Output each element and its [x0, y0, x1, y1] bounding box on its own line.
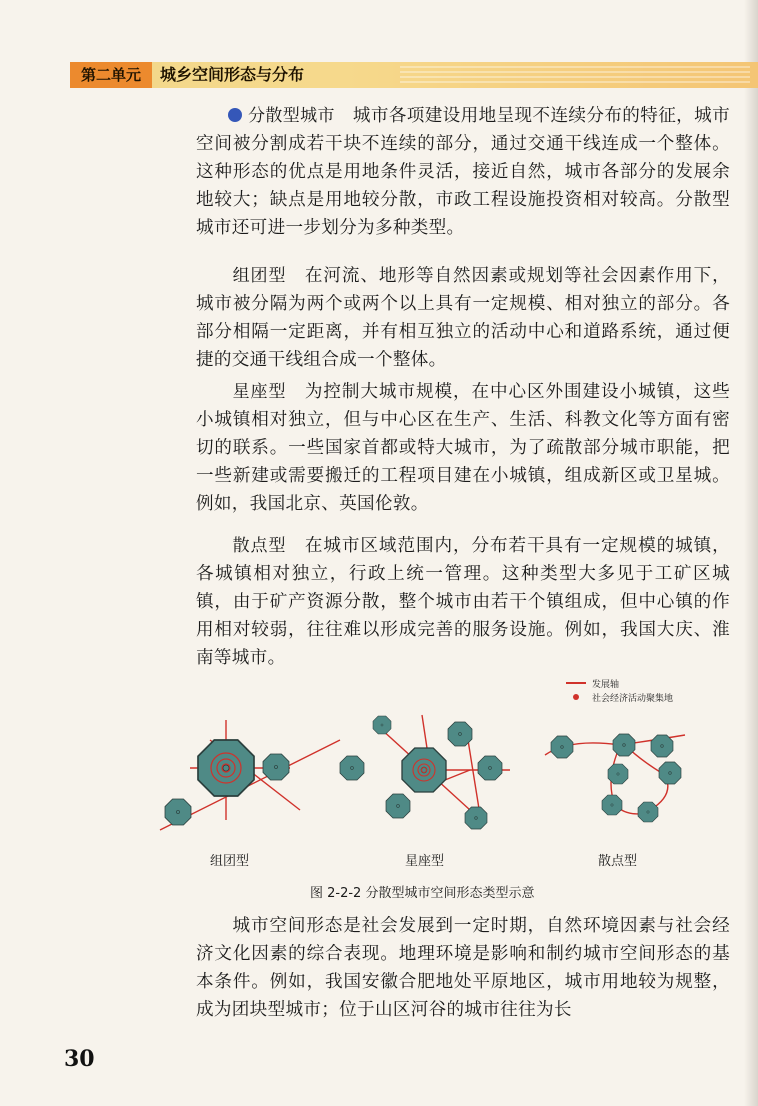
paragraph-scattered-type — [196, 532, 730, 672]
paragraph-text: 城市空间形态是社会发展到一定时期，自然环境因素与社会经济文化因素的综合表现。地理环境是影响和制约城市空间形态的基本条件。例如，我国安徽合肥地处平原地区，城市用地较为规整，成为团块型城市；位于山区河谷的城市往往为长 — [196, 916, 730, 1020]
paragraph-text: 为控制大城市规模，在中心区外围建设小城镇，这些小城镇相对独立，但与中心区在生产、生活、科教文化等方面有密切的联系。一些国家首都或特大城市，为了疏散部分城市职能，把一些新建或需要搬迁的工程项目建在小城镇，组成新区或卫星城。例如，我国北京、英国伦敦。 — [196, 382, 730, 514]
header-stripes — [400, 66, 750, 84]
paragraph-text: 在城市区域范围内，分布若干具有一定规模的城镇，各城镇相对独立，行政上统一管理。这种类型大多见于工矿区城镇，由于矿产资源分散，整个城市由若干个镇组成，但中心镇的作用相对较弱，往往难以形成完善的服务设施。例如，我国大庆、淮南等城市。 — [196, 536, 730, 668]
page-edge-shade — [744, 0, 758, 1106]
paragraph-dispersed-city — [196, 102, 730, 242]
term-cluster-type: 组团型 — [232, 266, 287, 286]
legend-cluster-label: 社会经济活动聚集地 — [592, 693, 674, 704]
label-cluster-type: 组团型 — [210, 854, 250, 869]
figure-caption: 图 2-2-2 分散型城市空间形态类型示意 — [310, 886, 535, 901]
legend-axis — [566, 676, 673, 690]
scattered-type-diagram — [545, 734, 685, 822]
cluster-type-diagram — [160, 720, 340, 830]
label-scattered-type: 散点型 — [598, 854, 638, 869]
paragraph-text: 城市各项建设用地呈现不连续分布的特征，城市空间被分割成若干块不连续的部分，通过交通干线连成一个整体。这种形态的优点是用地条件灵活，接近自然，城市各部分的发展余地较大；缺点是用地较分散，市政工程设施投资相对较高。分散型城市还可进一步划分为多种类型。 — [196, 106, 730, 238]
term-scattered-type: 散点型 — [232, 536, 287, 556]
paragraph-text: 在河流、地形等自然因素或规划等社会因素作用下，城市被分隔为两个或两个以上具有一定规模、相对独立的部分。各部分相隔一定距离，并有相互独立的活动中心和道路系统，通过便捷的交通干线组合成一个整体。 — [196, 266, 730, 370]
bullet-icon — [228, 108, 242, 122]
constellation-type-diagram — [340, 715, 510, 829]
paragraph-constellation-type — [196, 378, 730, 518]
term-constellation-type: 星座型 — [232, 382, 287, 402]
term-dispersed-city: 分散型城市 — [248, 106, 335, 126]
paragraph-cluster-type — [196, 262, 730, 374]
unit-header-bar — [70, 62, 758, 88]
paragraph-urban-form-summary — [196, 912, 730, 1024]
dispersed-city-diagrams — [150, 700, 710, 860]
legend-axis-label: 发展轴 — [592, 679, 620, 690]
label-constellation-type: 星座型 — [405, 854, 445, 869]
unit-label: 第二单元 — [70, 62, 152, 88]
legend-axis-line-icon — [566, 682, 586, 684]
page-number: 30 — [64, 1046, 95, 1072]
unit-title: 城乡空间形态与分布 — [160, 65, 305, 84]
